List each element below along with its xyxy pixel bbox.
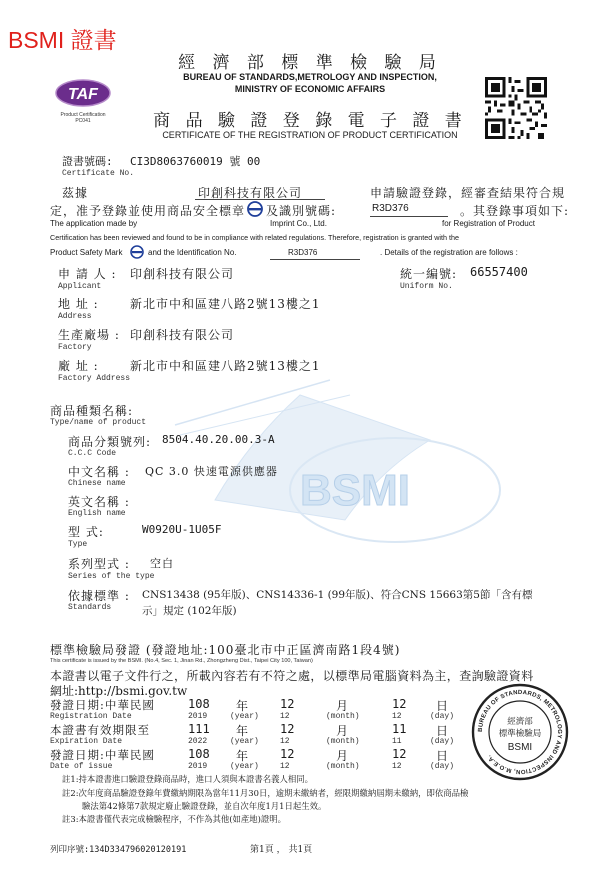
issue-date-label: 發證日期:中華民國 bbox=[50, 748, 155, 762]
reg-day-unit-en: (day) bbox=[430, 712, 455, 721]
reg-day-unit: 日 bbox=[436, 699, 450, 713]
taf-logo-icon bbox=[52, 78, 114, 108]
series-type-value: 空白 bbox=[150, 557, 174, 570]
exp-year-unit: 年 bbox=[236, 724, 250, 738]
issuer-line-en: This certificate is issued by the BSMI. (No.4, Sec. 1, Jinan Rd., Zhongzheng Dist., Taipei City 100, Taiwan) bbox=[50, 658, 313, 664]
reg-year-unit: 年 bbox=[236, 699, 250, 713]
intro-line3-b: for Registration of Product bbox=[442, 219, 535, 228]
reg-month-unit-en: (month) bbox=[326, 712, 360, 721]
certificate-no-label-en: Certificate No. bbox=[62, 169, 135, 178]
factory-address-value: 新北市中和區建八路2號13樓之1 bbox=[130, 359, 321, 373]
reg-month: 12 bbox=[280, 697, 295, 711]
exp-day-unit-en: (day) bbox=[430, 737, 455, 746]
model-type-value: W0920U-1U05F bbox=[142, 523, 222, 536]
seal-inner-en: BSMI bbox=[507, 742, 533, 753]
address-label-en: Address bbox=[58, 312, 92, 321]
uniform-no-value: 66557400 bbox=[470, 265, 528, 279]
code-underline-2 bbox=[270, 259, 360, 260]
taf-logo bbox=[52, 78, 114, 122]
agency-name-en-1: BUREAU OF STANDARDS,METROLOGY AND INSPECTION, bbox=[183, 72, 437, 82]
factory-address-label-en: Factory Address bbox=[58, 374, 131, 383]
certificate-no-label: 證書號碼: bbox=[62, 155, 113, 168]
issuer-line: 標準檢驗局發證 (發證地址:100臺北市中正區濟南路1段4號) bbox=[50, 643, 401, 657]
english-name-label: 英文名稱 : bbox=[68, 495, 130, 509]
electronic-notice-2: 網址:http://bsmi.gov.tw bbox=[50, 684, 188, 698]
iss-month: 12 bbox=[280, 747, 295, 761]
factory-label-en: Factory bbox=[58, 343, 92, 352]
exp-day: 11 bbox=[392, 722, 407, 736]
intro-line2-b: 及識別號碼: bbox=[266, 204, 337, 218]
standards-label: 依據標準 : bbox=[68, 589, 130, 603]
reg-year-en: 2019 bbox=[188, 712, 208, 721]
agency-name-zh: 經 濟 部 標 準 檢 驗 局 bbox=[178, 53, 442, 73]
certificate-title-en: CERTIFICATE OF THE REGISTRATION OF PRODUCT CERTIFICATION bbox=[162, 130, 458, 140]
applicant-label: 申 請 人 : bbox=[58, 267, 117, 281]
reg-month-en: 12 bbox=[280, 712, 290, 721]
intro-line2-c: 。其登錄事項如下: bbox=[460, 204, 570, 218]
intro-line1-a: 茲據 bbox=[62, 186, 89, 200]
factory-address-label: 廠 址 : bbox=[58, 359, 99, 373]
iss-month-unit: 月 bbox=[336, 749, 350, 763]
model-type-label: 型 式: bbox=[68, 525, 104, 539]
iss-month-en: 12 bbox=[280, 762, 290, 771]
intro-line3-a: The application made by bbox=[50, 219, 138, 228]
model-type-label-en: Type bbox=[68, 540, 88, 549]
qr-code bbox=[485, 77, 547, 139]
note-3: 註3:本證書僅代表完成檢驗程序，不作為其他(如產地)證明。 bbox=[62, 814, 287, 824]
chinese-name-value: QC 3.0 快速電源供應器 bbox=[145, 465, 278, 478]
registration-date-label-en: Registration Date bbox=[50, 712, 132, 721]
series-type-label: 系列型式 : bbox=[68, 557, 130, 571]
exp-month-unit: 月 bbox=[336, 724, 350, 738]
intro-line3-company: Imprint Co., Ltd. bbox=[270, 219, 327, 228]
address-label: 地 址 : bbox=[58, 297, 99, 311]
exp-day-en: 11 bbox=[392, 737, 402, 746]
ccc-code-label-en: C.C.C Code bbox=[68, 449, 117, 458]
iss-day-unit: 日 bbox=[436, 749, 450, 763]
seal-inner-zh-1: 經濟部 bbox=[507, 716, 533, 726]
standards-label-en: Standards bbox=[68, 603, 112, 612]
iss-day-en: 12 bbox=[392, 762, 402, 771]
bsmi-round-seal bbox=[470, 682, 570, 782]
exp-year-en: 2022 bbox=[188, 737, 208, 746]
intro-line2-a: 定，准予登錄並使用商品安全標章 bbox=[50, 204, 246, 218]
iss-year-unit-en: (year) bbox=[230, 762, 259, 771]
bsmi-certificate-tag: BSMI 證書 bbox=[8, 27, 117, 53]
intro-line4: Certification has been reviewed and found to be in compliance with related regulations. Therefore, registration is granted with the bbox=[50, 233, 459, 242]
intro-line2-code: R3D376 bbox=[372, 203, 409, 214]
intro-line1-company: 印創科技有限公司 bbox=[198, 186, 303, 200]
applicant-value: 印創科技有限公司 bbox=[130, 267, 235, 281]
applicant-label-en: Applicant bbox=[58, 282, 102, 291]
product-type-label-en: Type/name of product bbox=[50, 418, 147, 427]
reg-day-en: 12 bbox=[392, 712, 402, 721]
factory-label: 生產廠場 : bbox=[58, 328, 120, 342]
ccc-code-label: 商品分類號列: bbox=[68, 435, 152, 449]
reg-year-unit-en: (year) bbox=[230, 712, 259, 721]
standards-value-1: CNS13438 (95年版)、CNS14336-1 (99年版)、符合CNS 15663第5節「含有標 bbox=[142, 589, 533, 601]
watermark-text: BSMI bbox=[300, 466, 410, 515]
chinese-name-label: 中文名稱 : bbox=[68, 465, 130, 479]
exp-month-unit-en: (month) bbox=[326, 737, 360, 746]
seal-ring-text: BUREAU OF STANDARDS, METROLOGY AND INSPECTION, M.O.E.A. bbox=[477, 689, 563, 775]
product-type-label: 商品種類名稱: bbox=[50, 404, 134, 418]
note-2a: 註2:次年度商品驗證登錄年費繳納期限為當年11月30日，逾期未繳納者，經限期繳納屆期未繳納，即依商品檢 bbox=[62, 788, 469, 798]
reg-day: 12 bbox=[392, 697, 407, 711]
exp-year-unit-en: (year) bbox=[230, 737, 259, 746]
english-name-label-en: English name bbox=[68, 509, 126, 518]
taf-caption-1: Product Certification bbox=[60, 112, 106, 118]
reg-month-unit: 月 bbox=[336, 699, 350, 713]
iss-year-en: 2019 bbox=[188, 762, 208, 771]
note-1: 註1:持本證書進口驗證登錄商品時，進口人須與本證書名義人相同。 bbox=[62, 774, 314, 784]
taf-caption-2: PC041 bbox=[75, 118, 91, 124]
exp-month: 12 bbox=[280, 722, 295, 736]
safety-mark-icon bbox=[247, 201, 263, 217]
issue-date-label-en: Date of issue bbox=[50, 762, 113, 771]
expiration-date-label-en: Expiration Date bbox=[50, 737, 123, 746]
company-underline bbox=[195, 199, 325, 200]
certificate-title-zh: 商 品 驗 證 登 錄 電 子 證 書 bbox=[153, 111, 467, 131]
iss-day-unit-en: (day) bbox=[430, 762, 455, 771]
exp-month-en: 12 bbox=[280, 737, 290, 746]
uniform-no-label: 統一編號: bbox=[400, 267, 458, 281]
ccc-code-value: 8504.40.20.00.3-A bbox=[162, 433, 275, 446]
iss-year: 108 bbox=[188, 747, 210, 761]
iss-day: 12 bbox=[392, 747, 407, 761]
exp-day-unit: 日 bbox=[436, 724, 450, 738]
certificate-no-value: CI3D8063760019 號 00 bbox=[130, 155, 261, 168]
expiration-date-label: 本證書有效期限至 bbox=[50, 723, 150, 737]
series-type-label-en: Series of the type bbox=[68, 572, 155, 581]
electronic-notice-1: 本證書以電子文件行之，所載內容若有不符之處，以標準局電腦資料為主，查詢驗證資料 bbox=[50, 669, 534, 683]
safety-mark-icon-2 bbox=[130, 245, 144, 259]
page-number: 第1頁 ， 共1頁 bbox=[250, 845, 313, 855]
uniform-no-label-en: Uniform No. bbox=[400, 282, 453, 291]
intro-line5-c: . Details of the registration are follows : bbox=[380, 248, 518, 257]
address-value: 新北市中和區建八路2號13樓之1 bbox=[130, 297, 321, 311]
taf-logo-text: TAF bbox=[68, 86, 98, 103]
intro-line5-b: and the Identification No. bbox=[148, 248, 237, 257]
intro-line5-a: Product Safety Mark bbox=[50, 248, 123, 257]
note-2b: 驗法第42條第7款規定廢止驗證登錄，並自次年度1月1日起生效。 bbox=[82, 801, 327, 811]
iss-month-unit-en: (month) bbox=[326, 762, 360, 771]
intro-line5-code: R3D376 bbox=[288, 248, 318, 257]
print-serial: 列印序號:134D334796020120191 bbox=[50, 845, 187, 855]
exp-year: 111 bbox=[188, 722, 210, 736]
standards-value-2: 示」規定 (102年版) bbox=[142, 605, 237, 617]
intro-line1-b: 申請驗證登錄，經審查結果符合規 bbox=[370, 186, 566, 200]
agency-name-en-2: MINISTRY OF ECONOMIC AFFAIRS bbox=[234, 84, 386, 94]
code-underline bbox=[370, 216, 448, 217]
registration-date-label: 發證日期:中華民國 bbox=[50, 698, 155, 712]
factory-value: 印創科技有限公司 bbox=[130, 328, 235, 342]
seal-inner-zh-2: 標準檢驗局 bbox=[498, 728, 542, 738]
chinese-name-label-en: Chinese name bbox=[68, 479, 126, 488]
reg-year: 108 bbox=[188, 697, 210, 711]
iss-year-unit: 年 bbox=[236, 749, 250, 763]
